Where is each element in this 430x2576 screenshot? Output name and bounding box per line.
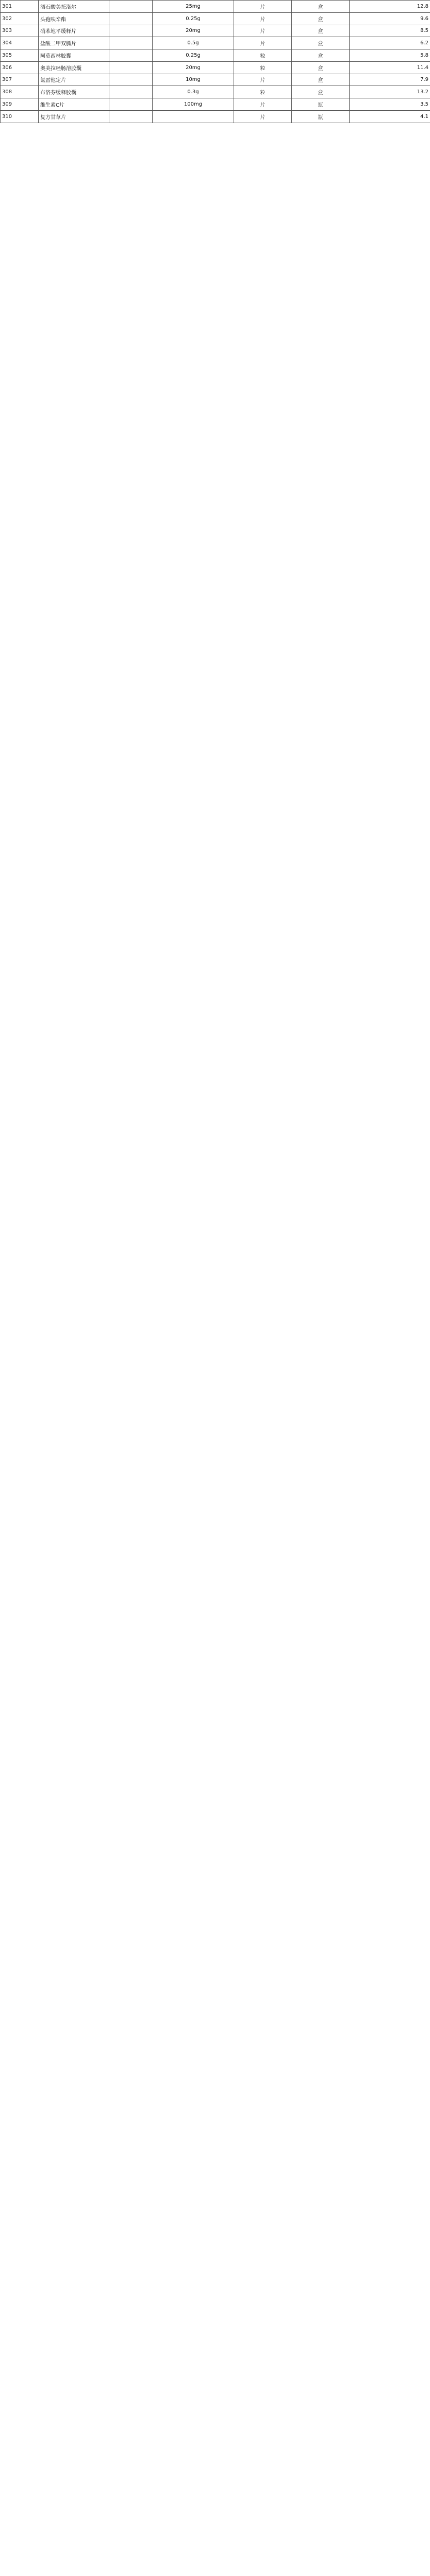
table-cell: 阿莫西林胶囊 [39,49,109,62]
table-cell: 片 [234,74,292,86]
table-cell: 100mg [153,98,234,111]
table-cell: 奥美拉唑肠溶胶囊 [39,61,109,74]
table-row [1,1,430,13]
table-cell: 20mg [153,61,234,74]
table-cell: 305 [1,49,39,62]
table-cell: 片 [234,110,292,123]
table-cell: 维生素C片 [39,98,109,111]
table-cell: 瓶 [292,98,350,111]
table-cell [109,98,153,111]
table-cell: 片 [234,25,292,37]
table-cell [109,110,153,123]
table-cell: 盒 [292,86,350,98]
table-cell [109,86,153,98]
table-cell: 13.2 [350,86,430,98]
table-row [1,12,430,25]
table-cell: 301 [1,1,39,13]
table-cell: 盒 [292,12,350,25]
table-cell: 盒 [292,61,350,74]
table-cell: 盒 [292,1,350,13]
table-row [1,110,430,123]
table-cell: 302 [1,12,39,25]
table-cell: 瓶 [292,110,350,123]
table-cell: 硝苯地平缓释片 [39,25,109,37]
table-cell: 308 [1,86,39,98]
table-cell: 复方甘草片 [39,110,109,123]
table-cell: 7.9 [350,74,430,86]
table-cell: 头孢呋辛酯 [39,12,109,25]
table-cell: 0.25g [153,49,234,62]
table-row [1,98,430,111]
table-cell: 3.5 [350,98,430,111]
table-cell: 0.5g [153,37,234,49]
table-cell: 0.25g [153,12,234,25]
table-cell: 12.8 [350,1,430,13]
table-cell [109,37,153,49]
table-cell: 309 [1,98,39,111]
table-cell [109,49,153,62]
table-cell: 布洛芬缓释胶囊 [39,86,109,98]
table-cell: 11.4 [350,61,430,74]
table-cell: 310 [1,110,39,123]
table-row [1,25,430,37]
table-row [1,74,430,86]
table-cell: 氯雷他定片 [39,74,109,86]
table-cell: 片 [234,1,292,13]
table-cell: 20mg [153,25,234,37]
table-cell: 粒 [234,86,292,98]
table-cell: 307 [1,74,39,86]
table-cell: 4.1 [350,110,430,123]
table-cell: 酒石酸美托洛尔 [39,1,109,13]
table-cell [109,25,153,37]
table-cell: 粒 [234,49,292,62]
table-cell: 盒 [292,25,350,37]
table-cell: 10mg [153,74,234,86]
table-cell: 盒 [292,74,350,86]
table-cell: 8.5 [350,25,430,37]
table-cell [109,74,153,86]
table-cell: 6.2 [350,37,430,49]
table-cell [109,1,153,13]
table-cell: 盐酸二甲双胍片 [39,37,109,49]
price-table-body [1,1,430,123]
table-cell: 304 [1,37,39,49]
table-cell [153,110,234,123]
table-cell: 粒 [234,61,292,74]
table-cell: 片 [234,37,292,49]
table-row [1,37,430,49]
table-row [1,86,430,98]
table-cell: 303 [1,25,39,37]
table-row [1,49,430,62]
table-cell [109,61,153,74]
table-row [1,61,430,74]
table-cell: 片 [234,12,292,25]
table-cell: 盒 [292,49,350,62]
table-cell: 片 [234,98,292,111]
table-cell: 306 [1,61,39,74]
table-cell: 25mg [153,1,234,13]
table-cell: 9.6 [350,12,430,25]
table-cell: 盒 [292,37,350,49]
price-table [0,0,430,123]
table-cell: 5.8 [350,49,430,62]
table-cell: 0.3g [153,86,234,98]
table-cell [109,12,153,25]
